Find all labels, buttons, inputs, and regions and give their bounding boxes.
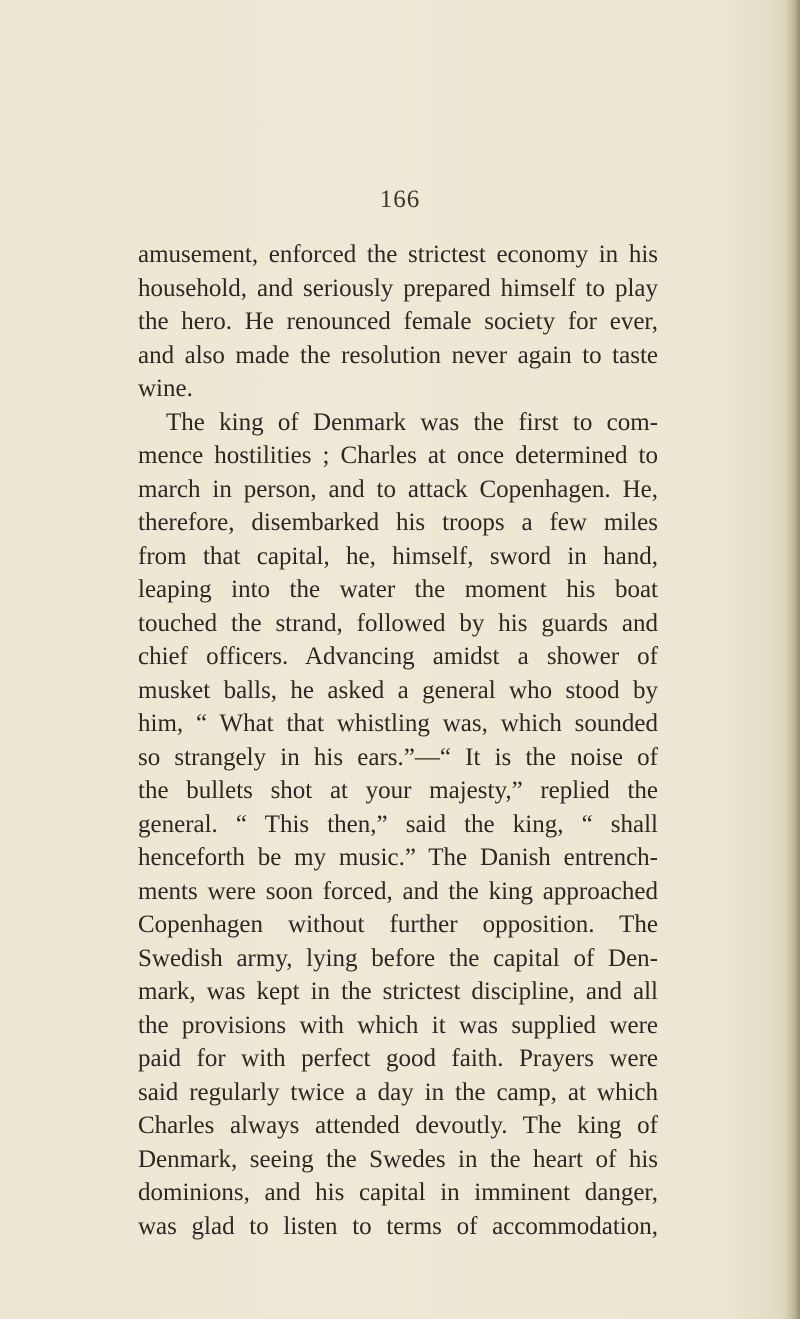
text-line: henceforth be my music.” The Danish entrench- — [138, 844, 658, 871]
page-number: 166 — [379, 186, 421, 213]
text-line: Swedish army, lying before the capital of Den- — [138, 944, 658, 972]
text-line: Denmark, seeing the Swedes in the heart of his — [138, 1145, 658, 1173]
text-line: from that capital, he, himself, sword in hand, — [138, 542, 658, 570]
text-line: the hero. He renounced female society for ever, — [138, 308, 658, 335]
text-line: amusement, enforced the strictest economy in his — [138, 241, 658, 268]
body-text — [138, 238, 658, 1243]
text-line: march in person, and to attack Copenhagen. He, — [138, 475, 658, 503]
text-line: him, “ What that whistling was, which sounded — [138, 710, 658, 737]
text-line: therefore, disembarked his troops a few miles — [138, 509, 658, 536]
text-line: leaping into the water the moment his boat — [138, 576, 658, 603]
text-line: chief officers. Advancing amidst a shower of — [138, 643, 658, 670]
text-line: and also made the resolution never again to taste — [138, 341, 658, 369]
text-line: general. “ This then,” said the king, “ shall — [138, 810, 658, 838]
text-line: was glad to listen to terms of accommodation, — [138, 1212, 658, 1240]
text-line: mence hostilities ; Charles at once determined to — [138, 442, 658, 469]
text-line: said regularly twice a day in the camp, at which — [138, 1078, 658, 1106]
text-line: ments were soon forced, and the king approached — [138, 877, 658, 905]
text-line: mark, was kept in the strictest discipline, and all — [138, 978, 658, 1005]
text-line: wine. — [138, 375, 193, 402]
text-line: Copenhagen without further opposition. The — [138, 911, 658, 938]
text-line: paid for with perfect good faith. Prayers were — [138, 1045, 658, 1072]
text-line: household, and seriously prepared himself to play — [138, 274, 658, 302]
text-line: the bullets shot at your majesty,” replied the — [138, 777, 658, 804]
text-line: the provisions with which it was supplied were — [138, 1011, 658, 1039]
text-line: Charles always attended devoutly. The king of — [138, 1112, 658, 1139]
text-line: musket balls, he asked a general who stood by — [138, 676, 658, 704]
text-line: The king of Denmark was the first to com- — [166, 408, 658, 436]
text-line: touched the strand, followed by his guards and — [138, 609, 658, 637]
text-line: dominions, and his capital in imminent danger, — [138, 1179, 658, 1206]
text-line: so strangely in his ears.”—“ It is the noise of — [138, 743, 658, 771]
